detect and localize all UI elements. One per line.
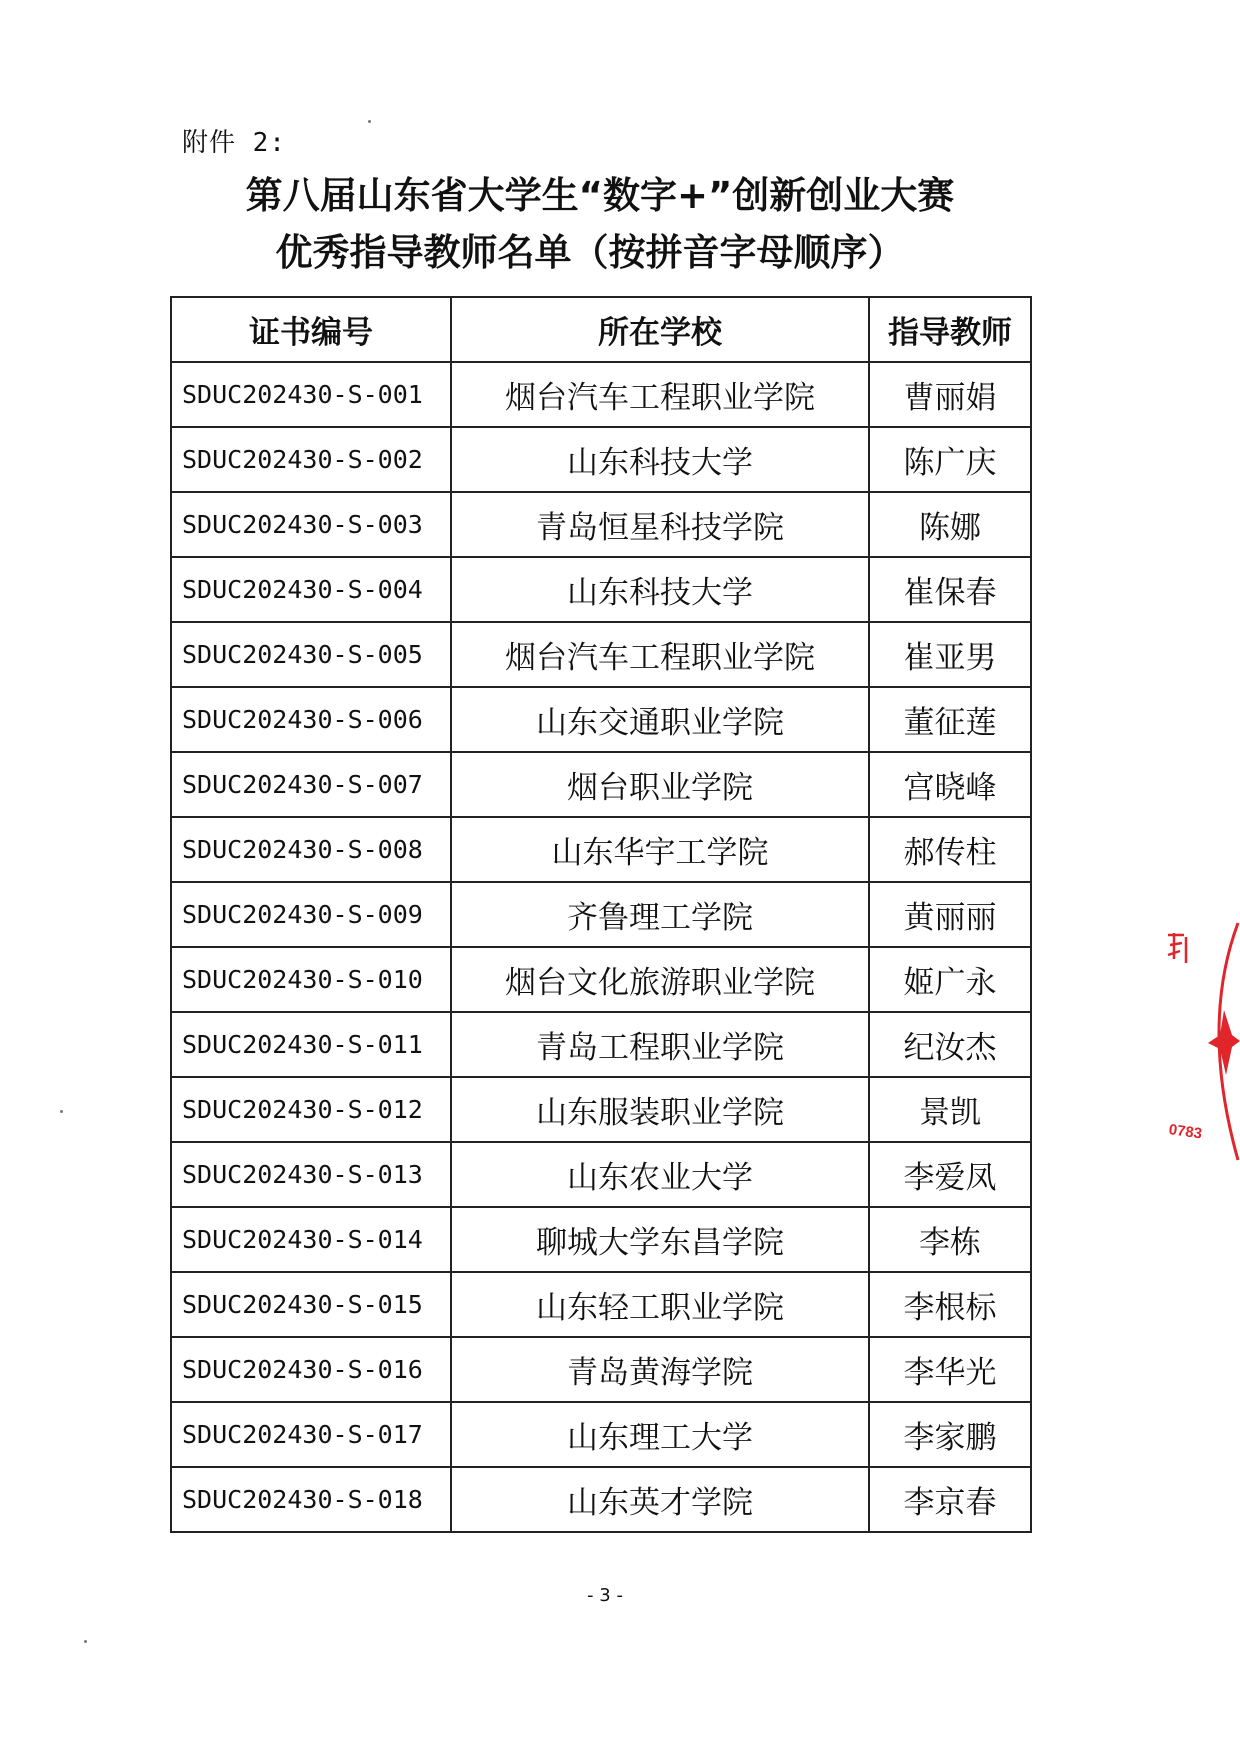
- school-cell: 山东科技大学: [451, 557, 869, 622]
- table-row: [171, 1077, 1031, 1142]
- seal-star: [1208, 1010, 1240, 1075]
- teacher-cell: 李京春: [869, 1467, 1031, 1532]
- teacher-cell: 宫晓峰: [869, 752, 1031, 817]
- school-cell: 山东华宇工学院: [451, 817, 869, 882]
- teacher-cell: 李华光: [869, 1337, 1031, 1402]
- table-row: [171, 1012, 1031, 1077]
- school-cell: 山东英才学院: [451, 1467, 869, 1532]
- cert-cell: SDUC202430-S-011: [171, 1012, 451, 1077]
- teacher-cell: 李爱凤: [869, 1142, 1031, 1207]
- cert-cell: SDUC202430-S-014: [171, 1207, 451, 1272]
- teacher-cell: 李根标: [869, 1272, 1031, 1337]
- school-cell: 山东轻工职业学院: [451, 1272, 869, 1337]
- attachment-label: 附件 2:: [182, 128, 286, 158]
- table-row: [171, 557, 1031, 622]
- cert-cell: SDUC202430-S-010: [171, 947, 451, 1012]
- cert-cell: SDUC202430-S-003: [171, 492, 451, 557]
- teacher-cell: 陈娜: [869, 492, 1031, 557]
- teacher-cell: 董征莲: [869, 687, 1031, 752]
- scan-speck: [84, 1640, 87, 1643]
- table-row: [171, 687, 1031, 752]
- school-cell: 山东理工大学: [451, 1402, 869, 1467]
- cert-cell: SDUC202430-S-002: [171, 427, 451, 492]
- cert-cell: SDUC202430-S-004: [171, 557, 451, 622]
- school-cell: 山东农业大学: [451, 1142, 869, 1207]
- school-cell: 青岛工程职业学院: [451, 1012, 869, 1077]
- table-row: [171, 817, 1031, 882]
- table-row: [171, 1402, 1031, 1467]
- school-cell: 烟台职业学院: [451, 752, 869, 817]
- school-cell: 青岛黄海学院: [451, 1337, 869, 1402]
- cert-cell: SDUC202430-S-016: [171, 1337, 451, 1402]
- teacher-cell: 李家鹏: [869, 1402, 1031, 1467]
- teacher-cell: 黄丽丽: [869, 882, 1031, 947]
- table-row: [171, 427, 1031, 492]
- column-header-teacher: 指导教师: [869, 297, 1031, 362]
- school-cell: 烟台汽车工程职业学院: [451, 362, 869, 427]
- table-row: [171, 1337, 1031, 1402]
- cert-cell: SDUC202430-S-018: [171, 1467, 451, 1532]
- table-row: [171, 1207, 1031, 1272]
- school-cell: 烟台汽车工程职业学院: [451, 622, 869, 687]
- table-row: [171, 1467, 1031, 1532]
- table-row: [171, 752, 1031, 817]
- document-title-line2: 优秀指导教师名单（按拼音字母顺序）: [275, 231, 905, 274]
- teacher-cell: 姬广永: [869, 947, 1031, 1012]
- school-cell: 山东科技大学: [451, 427, 869, 492]
- cert-cell: SDUC202430-S-001: [171, 362, 451, 427]
- teacher-cell: 景凯: [869, 1077, 1031, 1142]
- cert-cell: SDUC202430-S-006: [171, 687, 451, 752]
- scan-speck: [60, 1110, 63, 1113]
- cert-cell: SDUC202430-S-015: [171, 1272, 451, 1337]
- school-cell: 山东服装职业学院: [451, 1077, 869, 1142]
- cert-cell: SDUC202430-S-013: [171, 1142, 451, 1207]
- teacher-cell: 郝传柱: [869, 817, 1031, 882]
- column-header-school: 所在学校: [451, 297, 869, 362]
- school-cell: 烟台文化旅游职业学院: [451, 947, 869, 1012]
- teacher-cell: 李栋: [869, 1207, 1031, 1272]
- table-row: [171, 492, 1031, 557]
- cert-cell: SDUC202430-S-012: [171, 1077, 451, 1142]
- cert-cell: SDUC202430-S-005: [171, 622, 451, 687]
- cert-cell: SDUC202430-S-008: [171, 817, 451, 882]
- cert-cell: SDUC202430-S-009: [171, 882, 451, 947]
- school-cell: 山东交通职业学院: [451, 687, 869, 752]
- table-row: [171, 1142, 1031, 1207]
- school-cell: 齐鲁理工学院: [451, 882, 869, 947]
- document-title-line1: 第八届山东省大学生“数字+”创新创业大赛: [245, 174, 955, 217]
- teacher-cell: 崔亚男: [869, 622, 1031, 687]
- teacher-cell: 崔保春: [869, 557, 1031, 622]
- cert-cell: SDUC202430-S-007: [171, 752, 451, 817]
- teacher-cell: 陈广庆: [869, 427, 1031, 492]
- table-row: [171, 362, 1031, 427]
- cert-cell: SDUC202430-S-017: [171, 1402, 451, 1467]
- teacher-cell: 曹丽娟: [869, 362, 1031, 427]
- table-row: [171, 622, 1031, 687]
- scan-speck: [368, 120, 371, 123]
- column-header-cert: 证书编号: [171, 297, 451, 362]
- teacher-list-table: [170, 296, 1032, 1533]
- table-header-row: [171, 297, 1031, 362]
- table-row: [171, 947, 1031, 1012]
- school-cell: 青岛恒星科技学院: [451, 492, 869, 557]
- seal-code-text: 0783: [1167, 1121, 1204, 1143]
- teacher-cell: 纪汝杰: [869, 1012, 1031, 1077]
- seal-character-fragment: [1168, 933, 1186, 963]
- table-row: [171, 882, 1031, 947]
- page-number: - 3 -: [587, 1585, 623, 1606]
- official-seal-fragment: [1160, 915, 1240, 1165]
- table-row: [171, 1272, 1031, 1337]
- school-cell: 聊城大学东昌学院: [451, 1207, 869, 1272]
